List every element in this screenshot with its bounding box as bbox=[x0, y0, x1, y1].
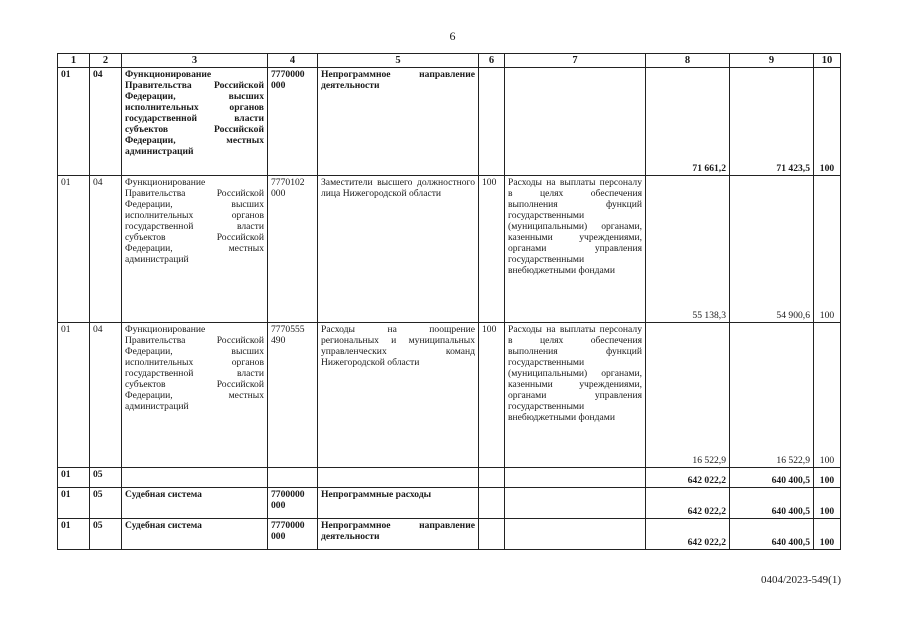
target-code-cell: 7770102 000 bbox=[268, 176, 318, 323]
direction-cell: Заместители высшего должностного лица Нижегородской области bbox=[318, 176, 479, 323]
section-code: 01 bbox=[58, 488, 90, 519]
amount-actual: 54 900,6 bbox=[730, 176, 814, 323]
target-code-cell: 7770000 000 bbox=[268, 68, 318, 176]
amount-actual: 640 400,5 bbox=[730, 488, 814, 519]
direction-cell: Непрограммные расходы bbox=[318, 488, 479, 519]
expense-type-code bbox=[479, 519, 505, 550]
column-header-10: 10 bbox=[814, 54, 841, 68]
table-row bbox=[58, 488, 841, 519]
amount-planned: 642 022,2 bbox=[646, 519, 730, 550]
target-code-cell: 7700000 000 bbox=[268, 488, 318, 519]
column-header-7: 7 bbox=[505, 54, 646, 68]
name-cell: Функционирование Правительства Российской Федерации, высших исполнительных органов государственной власти субъектов Российской Федерации, местных администраций bbox=[122, 68, 268, 176]
column-header-2: 2 bbox=[90, 54, 122, 68]
amount-planned: 642 022,2 bbox=[646, 468, 730, 488]
direction-cell: Непрограммное направление деятельности bbox=[318, 68, 479, 176]
column-header-3: 3 bbox=[122, 54, 268, 68]
expense-type-cell: Расходы на выплаты персоналу в целях обеспечения выполнения функций государственными (муниципальными) органами, казенными учреждениями, органами управления государственными внебюджетными фондами bbox=[505, 176, 646, 323]
page-number: 6 bbox=[449, 29, 456, 43]
amount-planned: 71 661,2 bbox=[646, 68, 730, 176]
amount-planned: 16 522,9 bbox=[646, 323, 730, 468]
document-code: 0404/2023-549(1) bbox=[760, 574, 841, 586]
amount-actual: 71 423,5 bbox=[730, 68, 814, 176]
subsection-code: 04 bbox=[90, 323, 122, 468]
column-header-8: 8 bbox=[646, 54, 730, 68]
subsection-code: 05 bbox=[90, 519, 122, 550]
percent-cell: 100 bbox=[814, 323, 841, 468]
table-row bbox=[58, 68, 841, 176]
percent-cell: 100 bbox=[814, 176, 841, 323]
subsection-code: 05 bbox=[90, 488, 122, 519]
table-body bbox=[58, 68, 841, 550]
subsection-code: 04 bbox=[90, 68, 122, 176]
expense-type-cell: Расходы на выплаты персоналу в целях обеспечения выполнения функций государственными (муниципальными) органами, казенными учреждениями, органами управления государственными внебюджетными фондами bbox=[505, 323, 646, 468]
section-code: 01 bbox=[58, 468, 90, 488]
target-code-cell bbox=[268, 468, 318, 488]
column-header-9: 9 bbox=[730, 54, 814, 68]
percent-cell: 100 bbox=[814, 488, 841, 519]
section-code: 01 bbox=[58, 68, 90, 176]
column-header-1: 1 bbox=[58, 54, 90, 68]
section-code: 01 bbox=[58, 323, 90, 468]
name-cell: Судебная система bbox=[122, 488, 268, 519]
table-row bbox=[58, 176, 841, 323]
direction-cell: Расходы на поощрение региональных и муниципальных управленческих команд Нижегородской области bbox=[318, 323, 479, 468]
expense-type-code bbox=[479, 468, 505, 488]
amount-actual: 640 400,5 bbox=[730, 519, 814, 550]
column-header-4: 4 bbox=[268, 54, 318, 68]
percent-cell: 100 bbox=[814, 68, 841, 176]
table-row bbox=[58, 323, 841, 468]
expense-type-code: 100 bbox=[479, 323, 505, 468]
table-row bbox=[58, 519, 841, 550]
expense-type-code bbox=[479, 488, 505, 519]
section-code: 01 bbox=[58, 176, 90, 323]
table-header bbox=[58, 54, 841, 68]
amount-actual: 640 400,5 bbox=[730, 468, 814, 488]
expense-type-cell bbox=[505, 468, 646, 488]
column-header-6: 6 bbox=[479, 54, 505, 68]
percent-cell: 100 bbox=[814, 519, 841, 550]
budget-table bbox=[57, 53, 841, 550]
expense-type-cell bbox=[505, 519, 646, 550]
subsection-code: 05 bbox=[90, 468, 122, 488]
amount-planned: 642 022,2 bbox=[646, 488, 730, 519]
percent-cell: 100 bbox=[814, 468, 841, 488]
name-cell: Судебная система bbox=[122, 519, 268, 550]
name-cell: Функционирование Правительства Российской Федерации, высших исполнительных органов государственной власти субъектов Российской Федерации, местных администраций bbox=[122, 323, 268, 468]
direction-cell bbox=[318, 468, 479, 488]
target-code-cell: 7770555 490 bbox=[268, 323, 318, 468]
amount-planned: 55 138,3 bbox=[646, 176, 730, 323]
name-cell: Функционирование Правительства Российской Федерации, высших исполнительных органов государственной власти субъектов Российской Федерации, местных администраций bbox=[122, 176, 268, 323]
table-row bbox=[58, 468, 841, 488]
subsection-code: 04 bbox=[90, 176, 122, 323]
name-cell bbox=[122, 468, 268, 488]
target-code-cell: 7770000 000 bbox=[268, 519, 318, 550]
amount-actual: 16 522,9 bbox=[730, 323, 814, 468]
column-header-5: 5 bbox=[318, 54, 479, 68]
expense-type-code: 100 bbox=[479, 176, 505, 323]
direction-cell: Непрограммное направление деятельности bbox=[318, 519, 479, 550]
expense-type-cell bbox=[505, 488, 646, 519]
expense-type-code bbox=[479, 68, 505, 176]
expense-type-cell bbox=[505, 68, 646, 176]
section-code: 01 bbox=[58, 519, 90, 550]
